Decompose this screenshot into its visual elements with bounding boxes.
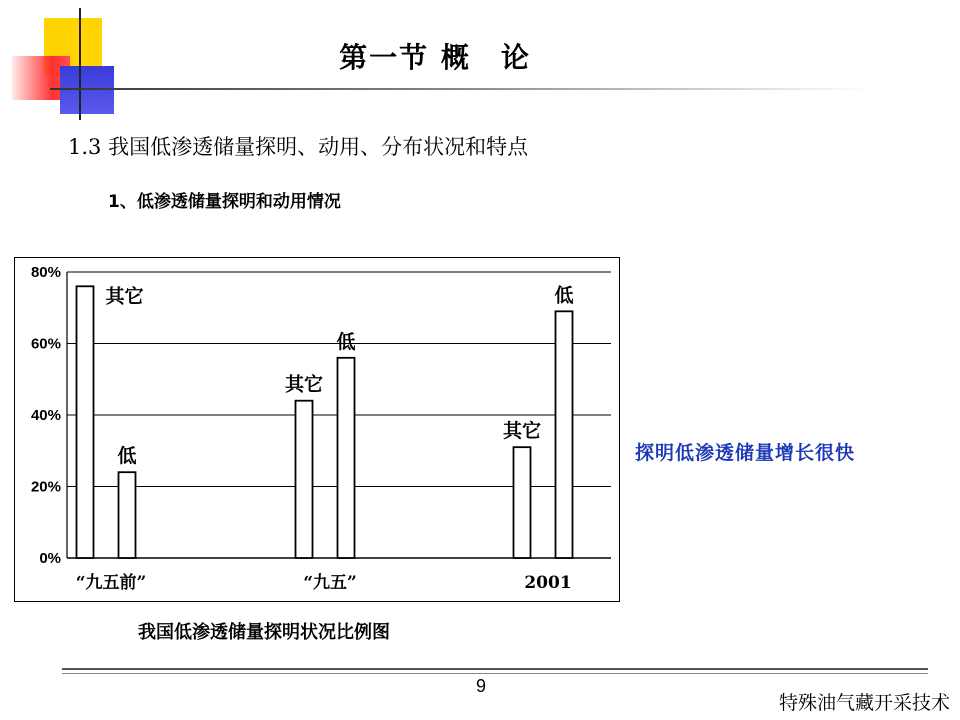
chart-frame bbox=[14, 257, 620, 602]
annotation-text: 探明低渗透储量增长很快 bbox=[635, 442, 856, 464]
bar-other bbox=[296, 401, 313, 558]
bar-label: 其它 bbox=[502, 420, 542, 443]
bar-label: 其它 bbox=[284, 373, 324, 396]
bar-label: 低 bbox=[554, 284, 574, 307]
title-underline bbox=[50, 88, 870, 90]
bar-other bbox=[514, 447, 531, 558]
bar-low bbox=[119, 472, 136, 558]
page-number: 9 bbox=[475, 676, 486, 696]
footer-course-title: 特殊油气藏开采技术 bbox=[778, 692, 950, 714]
x-category-label: “九五前” bbox=[75, 573, 147, 593]
subsection-heading: 1、低渗透储量探明和动用情况 bbox=[108, 192, 341, 212]
y-tick-label: 0% bbox=[39, 550, 61, 567]
section-heading: 1.3 我国低渗透储量探明、动用、分布状况和特点 bbox=[68, 135, 529, 159]
y-tick-label: 20% bbox=[30, 478, 61, 496]
bar-chart bbox=[15, 258, 619, 601]
slide-title: 第一节 概 论 bbox=[339, 41, 531, 74]
chart-caption: 我国低渗透储量探明状况比例图 bbox=[138, 622, 390, 643]
footer-divider bbox=[62, 668, 928, 670]
y-tick-label: 80% bbox=[30, 264, 61, 281]
bar-label: 低 bbox=[336, 330, 356, 353]
x-category-label: 2001 bbox=[524, 573, 572, 593]
bar-label: 其它 bbox=[105, 285, 144, 308]
bar-other bbox=[77, 286, 94, 558]
y-tick-label: 40% bbox=[30, 407, 61, 424]
bar-low bbox=[338, 358, 355, 558]
footer-divider-thin bbox=[62, 673, 928, 674]
bar-low bbox=[556, 311, 573, 558]
x-category-label: “九五” bbox=[303, 573, 357, 593]
bar-label: 低 bbox=[117, 445, 137, 468]
y-tick-label: 60% bbox=[30, 335, 61, 353]
